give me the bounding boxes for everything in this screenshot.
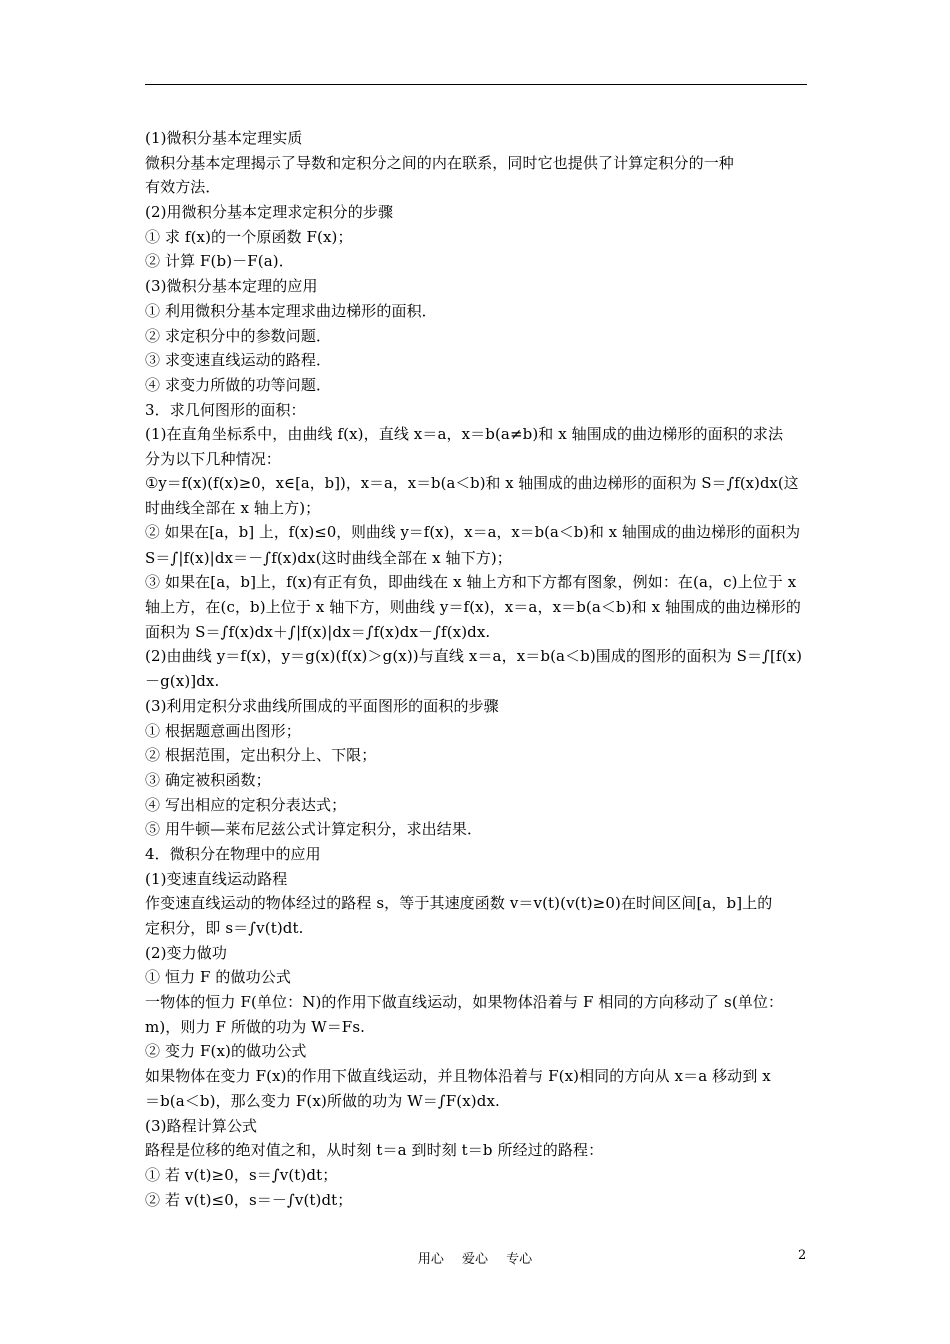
text-line: ③ 求变速直线运动的路程． [145, 351, 332, 370]
text-line: ④ 写出相应的定积分表达式； [145, 795, 347, 814]
text-line: ② 计算 F(b)－F(a)． [145, 252, 294, 271]
text-line: 面积为 S＝∫f(x)dx＋∫|f(x)|dx＝∫f(x)dx－∫f(x)dx. [145, 622, 491, 641]
header-rule [145, 84, 807, 85]
text-line: ① 恒力 F 的做功公式 [145, 968, 291, 987]
text-line: －g(x)]dx. [145, 672, 220, 691]
text-line: ② 求定积分中的参数问题． [145, 326, 332, 345]
text-line: ③ 如果在[a，b]上，f(x)有正有负，即曲线在 x 轴上方和下方都有图象，例如：在(a，c)上位于 x [145, 573, 797, 592]
text-line: ② 如果在[a，b] 上，f(x)≤0，则曲线 y＝f(x)，x＝a，x＝b(a＜b)和 x 轴围成的曲边梯形的面积为 [145, 524, 801, 541]
text-line: ④ 求变力所做的功等问题． [145, 375, 332, 394]
text-line: ① 若 v(t)≥0，s＝∫v(t)dt； [145, 1165, 338, 1184]
text-line: 如果物体在变力 F(x)的作用下做直线运动，并且物体沿着与 F(x)相同的方向从 x＝a 移动到 x [145, 1067, 771, 1086]
text-line: 微积分基本定理揭示了导数和定积分之间的内在联系，同时它也提供了计算定积分的一种 [145, 153, 734, 172]
footer-motto: 用心 爱心 专心 [417, 1252, 533, 1267]
text-line: ① 求 f(x)的一个原函数 F(x)； [145, 227, 353, 246]
text-line: 定积分，即 s＝∫v(t)dt. [145, 919, 304, 937]
text-line: (3)利用定积分求曲线所围成的平面图形的面积的步骤 [145, 696, 499, 715]
text-line: (2)用微积分基本定理求定积分的步骤 [145, 203, 394, 222]
text-line: 分为以下几种情况： [145, 449, 281, 468]
text-line: S＝∫|f(x)|dx＝－∫f(x)dx(这时曲线全部在 x 轴下方)； [145, 548, 512, 567]
text-line: ① 根据题意画出图形； [145, 721, 301, 740]
text-line: 一物体的恒力 F(单位：N)的作用下做直线运动，如果物体沿着与 F 相同的方向移动了 s(单位： [145, 993, 784, 1012]
text-line: ② 变力 F(x)的做功公式 [145, 1042, 307, 1061]
text-line: (1)在直角坐标系中，由曲线 f(x)，直线 x＝a，x＝b(a≠b)和 x 轴围成的曲边梯形的面积的求法 [145, 425, 784, 444]
text-line: (2)变力做功 [145, 943, 227, 962]
text-line: (2)由曲线 y＝f(x)，y＝g(x)(f(x)＞g(x))与直线 x＝a，x＝b(a＜b)围成的图形的面积为 S＝∫[f(x) [145, 647, 803, 666]
text-line: ⑤ 用牛顿—莱布尼兹公式计算定积分，求出结果． [145, 820, 483, 839]
text-line: ＝b(a＜b)，那么变力 F(x)所做的功为 W＝∫F(x)dx. [145, 1091, 500, 1110]
text-line: ③ 确定被积函数； [145, 770, 271, 789]
text-line: (3)路程计算公式 [145, 1116, 258, 1135]
text-line: 4．微积分在物理中的应用 [145, 844, 321, 863]
page-number: 2 [798, 1248, 807, 1263]
text-line: 时曲线全部在 x 轴上方)； [145, 499, 321, 518]
text-line: 3．求几何图形的面积： [145, 400, 306, 419]
text-line: (3)微积分基本定理的应用 [145, 277, 318, 296]
text-line: (1)微积分基本定理实质 [145, 129, 303, 147]
text-line: 轴上方，在(c，b)上位于 x 轴下方，则曲线 y＝f(x)，x＝a，x＝b(a＜b)和 x 轴围成的曲边梯形的 [145, 598, 801, 617]
document-body [145, 126, 807, 1212]
text-line: ①y＝f(x)(f(x)≥0，x∈[a，b])，x＝a，x＝b(a＜b)和 x 轴围成的曲边梯形的面积为 S＝∫f(x)dx(这 [145, 474, 799, 492]
text-line: ② 若 v(t)≤0，s＝－∫v(t)dt； [145, 1190, 353, 1209]
text-line: 有效方法． [145, 178, 221, 197]
text-line: (1)变速直线运动路程 [145, 869, 288, 888]
text-line: 路程是位移的绝对值之和，从时刻 t＝a 到时刻 t＝b 所经过的路程： [145, 1141, 604, 1160]
text-line: ① 利用微积分基本定理求曲边梯形的面积． [145, 301, 437, 320]
text-line: ② 根据范围，定出积分上、下限； [145, 746, 377, 765]
text-line: 作变速直线运动的物体经过的路程 s，等于其速度函数 v＝v(t)(v(t)≥0)在时间区间[a，b]上的 [145, 894, 773, 913]
text-line: m)，则力 F 所做的功为 W＝Fs. [145, 1017, 365, 1036]
